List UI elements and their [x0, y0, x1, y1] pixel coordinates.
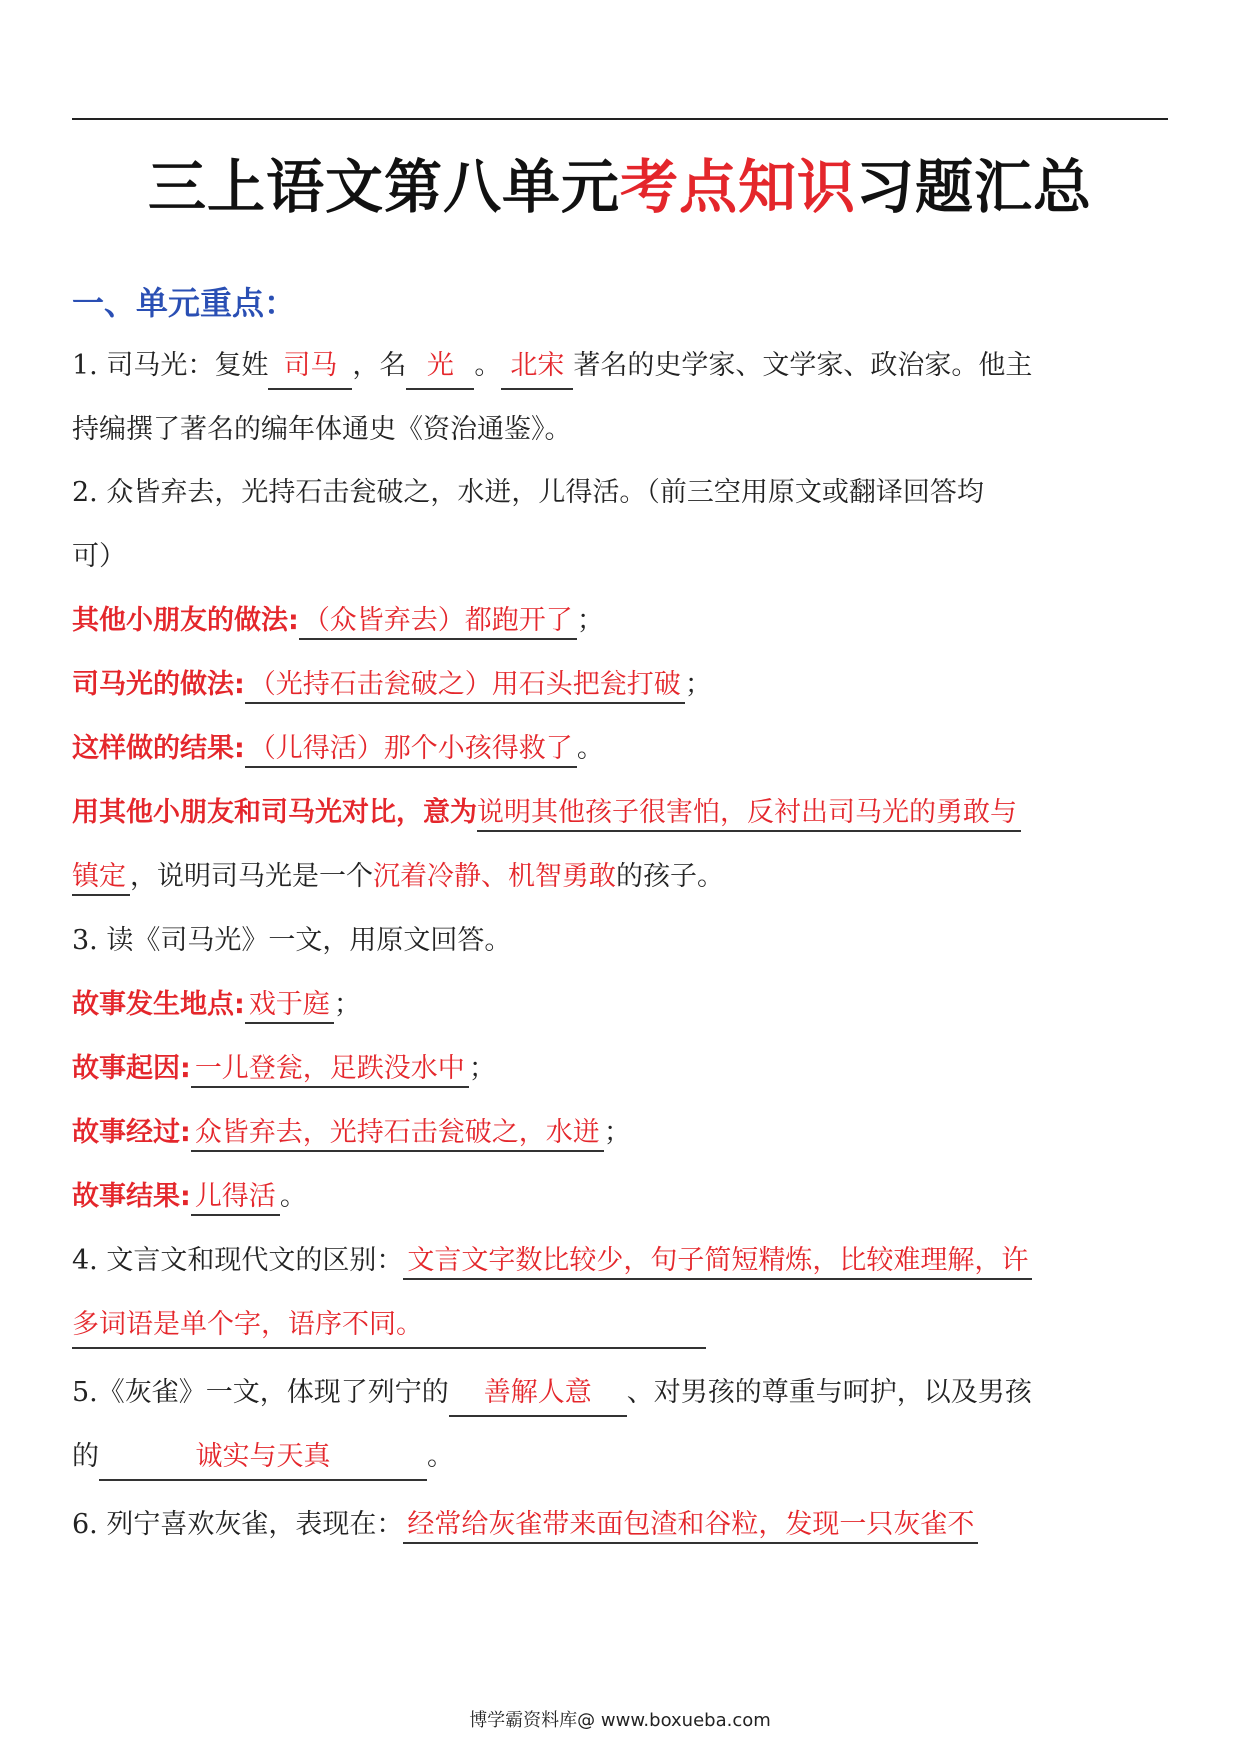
q5-line1 — [72, 1373, 1182, 1413]
q3-cause-label: 故事起因 — [72, 1053, 180, 1084]
q4-line2 — [72, 1305, 1182, 1345]
section-heading: 一、单元重点： — [72, 284, 297, 322]
title-part1: 三上语文第八单元 — [147, 153, 620, 221]
q1-answer-dynasty: 北宋 — [501, 346, 573, 390]
q1-suffix: 著名的史学家、文学家、政治家。他主 — [573, 350, 1033, 381]
q4-answer-line2: 多词语是单个字，语序不同。 — [72, 1305, 706, 1349]
title-part2: 习题汇总 — [856, 153, 1093, 221]
q3-cause-answer: 一儿登瓮，足跌没水中 — [191, 1053, 469, 1088]
q3-place-answer: 戏于庭 — [245, 989, 334, 1024]
q6-answer: 经常给灰雀带来面包渣和谷粒，发现一只灰雀不 — [403, 1509, 978, 1544]
q5-line2 — [72, 1437, 1182, 1477]
page-title — [0, 140, 1240, 224]
q2-r4-answer: 说明其他孩子很害怕，反衬出司马光的勇敢与 — [477, 797, 1021, 832]
q3-place-end: ； — [333, 989, 361, 1020]
q2-r5-answer: 镇定 — [72, 861, 130, 896]
q1-line1 — [72, 346, 1182, 386]
q2-row4 — [72, 793, 1182, 833]
q2-r1-end: ； — [576, 605, 604, 636]
q2-r1-label: 其他小朋友的做法 — [72, 605, 288, 636]
q3-process-row: 故事经过: 众皆弃去，光持石击瓮破之，水迸 ； — [72, 1113, 1182, 1153]
q4-prefix: 4. 文言文和现代文的区别： — [72, 1245, 404, 1276]
q4-line1 — [72, 1241, 1182, 1281]
top-rule — [72, 118, 1168, 120]
q3-place-label: 故事发生地点 — [72, 989, 234, 1020]
q6-line1 — [72, 1505, 1182, 1545]
q5-answer2: 诚实与天真 — [99, 1437, 427, 1481]
q3-place-row: 故事发生地点: 戏于庭 ； — [72, 985, 1182, 1025]
q5-mid: 、对男孩的尊重与呵护，以及男孩 — [626, 1377, 1032, 1408]
q3-cause-row: 故事起因: 一儿登瓮，足跌没水中 ； — [72, 1049, 1182, 1089]
q1-mid1: ，名 — [352, 350, 407, 381]
q5-end: 。 — [427, 1441, 454, 1472]
q2-r5-mid: ，说明司马光是一个 — [130, 861, 373, 892]
q2-r5-end: 的孩子。 — [616, 861, 724, 892]
q3-process-answer: 众皆弃去，光持石击瓮破之，水迸 — [191, 1117, 604, 1152]
q1-line2: 持编撰了著名的编年体通史《资治通鉴》。 — [72, 414, 572, 445]
q3-process-end: ； — [603, 1117, 631, 1148]
q3-result-row: 故事结果: 儿得活 。 — [72, 1177, 1182, 1217]
q2-r2-label: 司马光的做法 — [72, 669, 234, 700]
q6-prefix: 6. 列宁喜欢灰雀，表现在： — [72, 1509, 404, 1540]
title-highlight: 考点知识 — [619, 153, 856, 221]
q3-result-end: 。 — [279, 1181, 307, 1212]
q2-r4-label: 用其他小朋友和司马光对比，意为 — [72, 797, 477, 828]
q3-intro: 3. 读《司马光》一文，用原文回答。 — [72, 925, 512, 956]
q5-line2-prefix: 的 — [72, 1441, 99, 1472]
q2-r1-answer: （众皆弃去）都跑开了 — [299, 605, 577, 640]
q2-r2-answer: （光持石击瓮破之）用石头把瓮打破 — [245, 669, 685, 704]
q4-answer-line1: 文言文字数比较少，句子简短精炼，比较难理解，许 — [403, 1245, 1032, 1280]
q2-r3-answer: （儿得活）那个小孩得救了 — [245, 733, 577, 768]
q2-row1: 其他小朋友的做法: （众皆弃去）都跑开了 ； — [72, 601, 1182, 641]
q2-r2-end: ； — [684, 669, 712, 700]
q2-r5-red: 沉着冷静、机智勇敢 — [373, 861, 616, 892]
q2-row3: 这样做的结果: （儿得活）那个小孩得救了 。 — [72, 729, 1182, 769]
q2-r3-end: 。 — [576, 733, 604, 764]
q1-answer-surname: 司马 — [268, 346, 352, 390]
q2-r3-label: 这样做的结果 — [72, 733, 234, 764]
q3-result-label: 故事结果 — [72, 1181, 180, 1212]
q5-answer1: 善解人意 — [449, 1373, 627, 1417]
q1-answer-name: 光 — [406, 346, 474, 390]
q2-row5 — [72, 857, 1182, 897]
q2-line1: 2. 众皆弃去，光持石击瓮破之，水迸，儿得活。（前三空用原文或翻译回答均 — [72, 477, 984, 508]
q2-row2: 司马光的做法: （光持石击瓮破之）用石头把瓮打破 ； — [72, 665, 1182, 705]
q5-prefix: 5.《灰雀》一文，体现了列宁的 — [72, 1377, 449, 1408]
q3-result-answer: 儿得活 — [191, 1181, 280, 1216]
q1-mid2: 。 — [474, 350, 502, 381]
q1-prefix: 1. 司马光：复姓 — [72, 350, 269, 381]
footer-watermark: 博学霸资料库@ www.boxueba.com — [469, 1710, 771, 1731]
q2-line2: 可） — [72, 541, 126, 572]
q3-cause-end: ； — [468, 1053, 496, 1084]
q3-process-label: 故事经过 — [72, 1117, 180, 1148]
